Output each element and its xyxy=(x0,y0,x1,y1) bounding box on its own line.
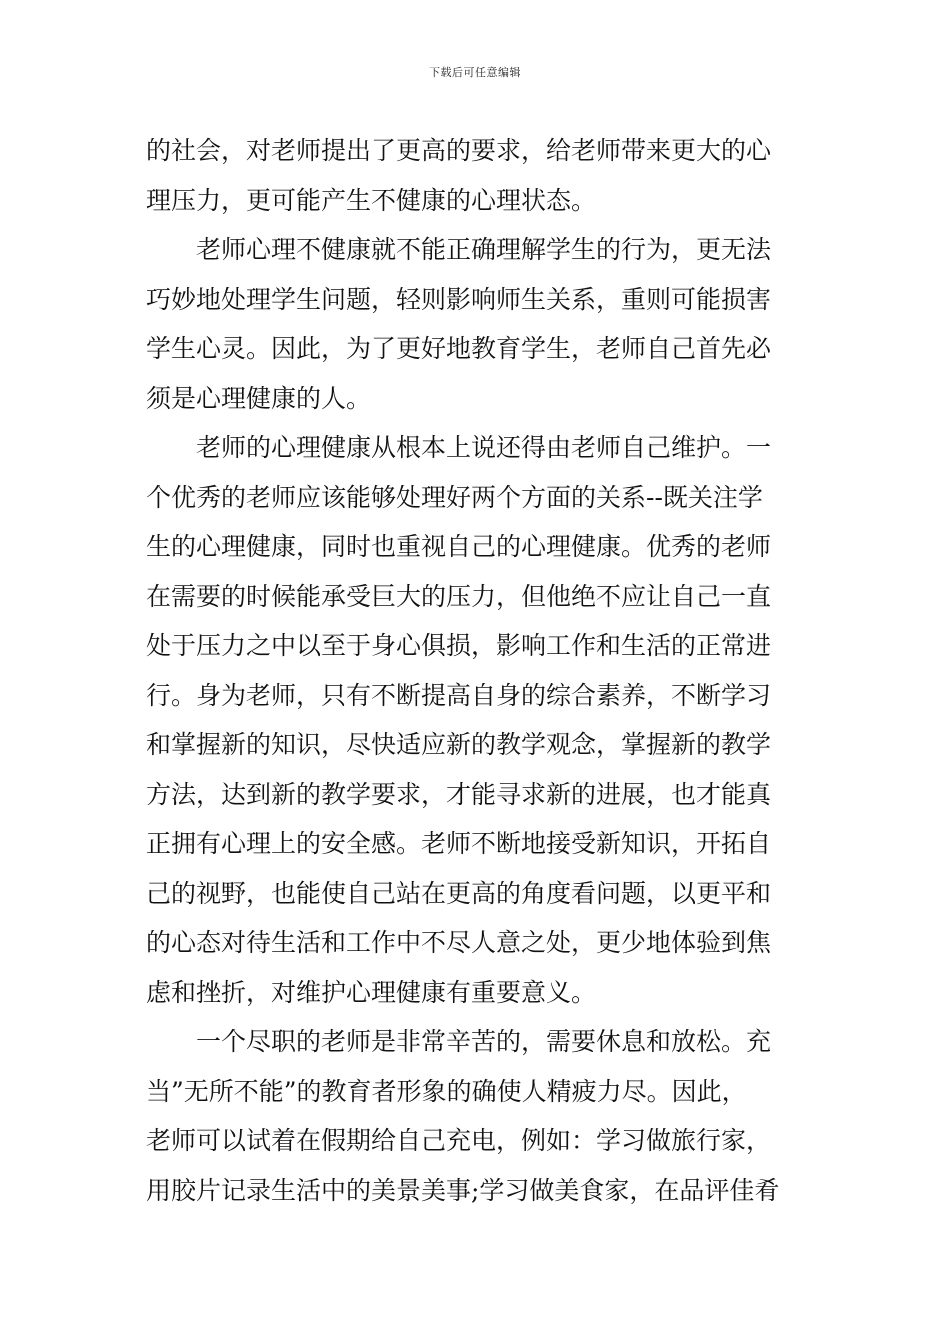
text-line: 理压力，更可能产生不健康的心理状态。 xyxy=(146,185,597,215)
text-line: 老师可以试着在假期给自己充电，例如：学习做旅行家， xyxy=(146,1126,772,1155)
paragraph-start-line: 老师的心理健康从根本上说还得由老师自己维护。一 xyxy=(196,433,772,462)
text-line: 处于压力之中以至于身心俱损，影响工作和生活的正常进 xyxy=(146,631,772,660)
text-line: 巧妙地处理学生问题，轻则影响师生关系，重则可能损害 xyxy=(146,284,772,314)
text-line: 虑和挫折，对维护心理健康有重要意义。 xyxy=(146,977,597,1007)
text-line: 在需要的时候能承受巨大的压力，但他绝不应让自己一直 xyxy=(146,581,772,611)
text-line: 的社会，对老师提出了更高的要求，给老师带来更大的心 xyxy=(146,136,772,165)
text-line: 正拥有心理上的安全感。老师不断地接受新知识，开拓自 xyxy=(146,829,772,858)
text-line: 和掌握新的知识，尽快适应新的教学观念，掌握新的教学 xyxy=(146,730,772,759)
text-line: 方法，达到新的教学要求，才能寻求新的进展，也才能真 xyxy=(146,779,772,809)
text-line: 个优秀的老师应该能够处理好两个方面的关系--既关注学 xyxy=(146,482,763,512)
paragraph-start-line: 老师心理不健康就不能正确理解学生的行为，更无法 xyxy=(196,235,772,264)
text-line: 行。身为老师，只有不断提高自身的综合素养，不断学习 xyxy=(146,680,772,710)
text-line: 须是心理健康的人。 xyxy=(146,383,372,413)
text-line: 当”无所不能”的教育者形象的确使人精疲力尽。因此， xyxy=(146,1076,747,1106)
text-line: 己的视野，也能使自己站在更高的角度看问题，以更平和 xyxy=(146,878,772,908)
text-line: 学生心灵。因此，为了更好地教育学生，老师自己首先必 xyxy=(146,334,772,363)
document-body xyxy=(146,126,808,1215)
text-line: 的心态对待生活和工作中不尽人意之处，更少地体验到焦 xyxy=(146,928,772,957)
page-header: 下载后可任意编辑 xyxy=(429,66,521,79)
text-line: 生的心理健康，同时也重视自己的心理健康。优秀的老师 xyxy=(146,532,772,561)
text-line: 用胶片记录生活中的美景美事;学习做美食家，在品评佳肴 xyxy=(146,1175,780,1205)
paragraph-start-line: 一个尽职的老师是非常辛苦的，需要休息和放松。充 xyxy=(196,1027,772,1056)
